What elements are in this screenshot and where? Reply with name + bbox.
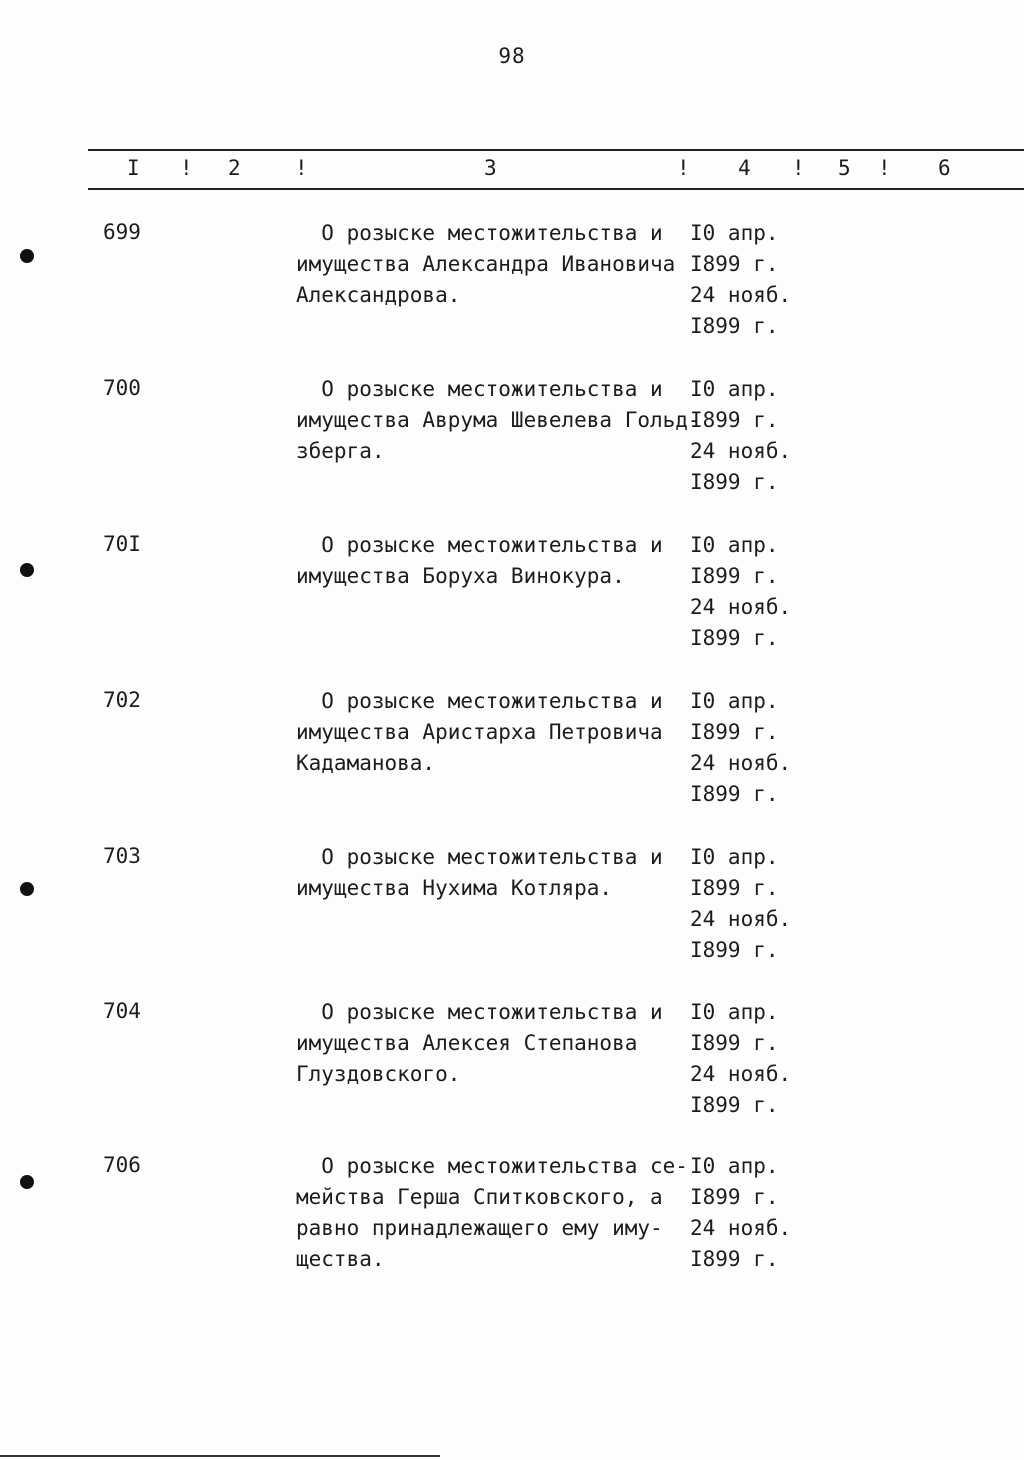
column-separator: ! — [180, 156, 193, 180]
column-separator: ! — [792, 156, 805, 180]
column-header-4: 4 — [738, 156, 751, 180]
entry-description: О розыске местожительства и имущества Нухима Котляра. — [296, 845, 663, 900]
punch-hole-mark — [20, 563, 34, 577]
column-header-2: 2 — [228, 156, 241, 180]
entry-dates: I0 апр. I899 г. 24 нояб. I899 г. — [690, 689, 792, 806]
bottom-edge-line — [0, 1455, 440, 1457]
entry-dates: I0 апр. I899 г. 24 нояб. I899 г. — [690, 1154, 792, 1271]
column-header-3: 3 — [484, 156, 497, 180]
entry-description: О розыске местожительства се- мейства Герша Спитковского, а равно принадлежащего ему иму- щества. — [296, 1154, 688, 1271]
column-header-6: 6 — [938, 156, 951, 180]
entry-description: О розыске местожительства и имущества Аврума Шевелева Гольд- зберга. — [296, 377, 701, 463]
entry-dates: I0 апр. I899 г. 24 нояб. I899 г. — [690, 845, 792, 962]
entry-description: О розыске местожительства и имущества Аристарха Петровича Кадаманова. — [296, 689, 663, 775]
entry-dates: I0 апр. I899 г. 24 нояб. I899 г. — [690, 377, 792, 494]
entry-number: 703 — [103, 844, 141, 868]
entry-number: 700 — [103, 376, 141, 400]
entry-number: 702 — [103, 688, 141, 712]
column-separator: ! — [295, 156, 308, 180]
punch-hole-mark — [20, 1175, 34, 1189]
column-header-1: I — [127, 156, 140, 180]
entry-dates: I0 апр. I899 г. 24 нояб. I899 г. — [690, 1000, 792, 1117]
column-header-5: 5 — [838, 156, 851, 180]
punch-hole-mark — [20, 249, 34, 263]
entry-dates: I0 апр. I899 г. 24 нояб. I899 г. — [690, 533, 792, 650]
entry-number: 699 — [103, 220, 141, 244]
punch-hole-mark — [20, 882, 34, 896]
page-number: 98 — [498, 44, 526, 68]
entry-description: О розыске местожительства и имущества Александра Ивановича Александрова. — [296, 221, 676, 307]
entry-dates: I0 апр. I899 г. 24 нояб. I899 г. — [690, 221, 792, 338]
entry-description: О розыске местожительства и имущества Боруха Винокура. — [296, 533, 663, 588]
column-separator: ! — [677, 156, 690, 180]
column-separator: ! — [878, 156, 891, 180]
entry-description: О розыске местожительства и имущества Алексея Степанова Глуздовского. — [296, 1000, 663, 1086]
entry-number: 70I — [103, 532, 141, 556]
entry-number: 706 — [103, 1153, 141, 1177]
entry-number: 704 — [103, 999, 141, 1023]
